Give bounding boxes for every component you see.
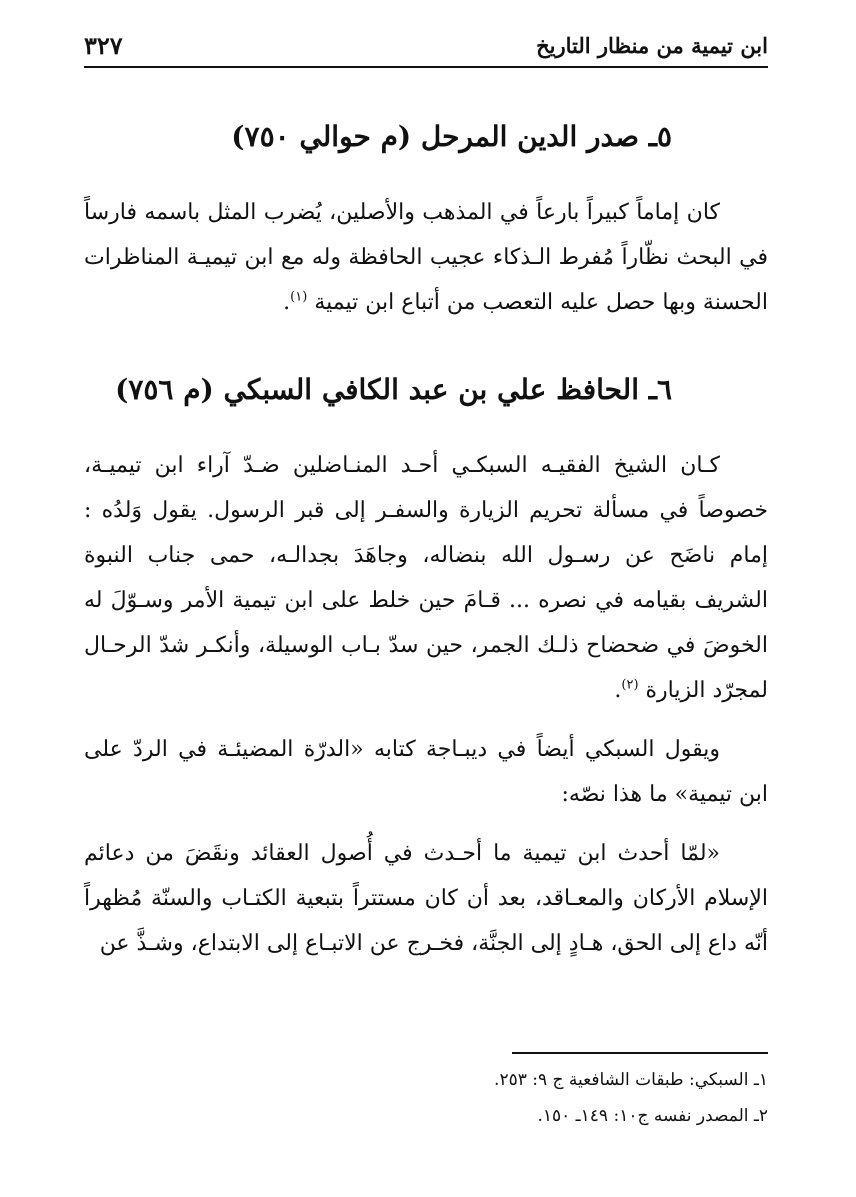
section-heading-sadr-al-din: ٥ـ صدر الدين المرحل (م حوالي ٧٥٠) [231,120,672,153]
footnote-divider [512,1052,768,1054]
paragraph: «لمّا أحدث ابن تيمية ما أحـدث في أُصول العقائد ونقَضَ من دعائم الإسلام الأركان والمعـاقد، بعد أن كان مستتراً بتبعية الكتـاب والسنّة مُظهراً أنّه داع إلى الحق، هـادٍ إلى الجنَّة، فخـرج عن الاتبـاع إلى الابتداع، وشـذَّ عن [84,841,768,956]
running-title: ابن تيمية من منظار التاريخ [536,32,768,58]
page-body [84,100,768,966]
paragraph: ويقول السبكي أيضاً في ديبـاجة كتابه «الدرّة المضيئـة في الردّ على ابن تيمية» ما هذا نصّه: [84,737,768,807]
footnote-1: ١ـ السبكي: طبقات الشافعية ج ٩: ٢٥٣. [494,1070,768,1090]
page-number: ٣٢٧ [84,30,123,60]
running-header [84,28,768,68]
section-heading-al-subki: ٦ـ الحافظ علي بن عبد الكافي السبكي (م ٧٥٦) [115,373,672,406]
footnote-ref[interactable]: (٢) [621,677,639,693]
paragraph: كـان الشيخ الفقيـه السبكـي أحـد المنـاضلين ضـدّ آراء ابن تيميـة، خصوصاً في مسألة تحريم الزيارة والسفـر إلى قبر الرسول. يقول وَلدُه : إمام ناضَح عن رسـول الله بنضاله، وجاهَدَ بجدالـه، حمى جناب النبوة الشريف بقيامه في نصره ... قـامَ حين خلط على ابن تيمية الأمر وسـوّلَ له الخوضَ في ضحضاح ذلـك الجمر، حين سدّ بـاب الوسيلة، وأنكـر شدّ الرحـال لمجرّد الزيارة $^{(٢)}$. [84,453,768,703]
footnote-ref[interactable]: (١) [290,289,308,305]
paragraph: كان إماماً كبيراً بارعاً في المذهب والأصلين، يُضرب المثل باسمه فارساً في البحث نظّاراً مُفرط الـذكاء عجيب الحافظة وله مع ابن تيميـة المناظرات الحسنة وبها حصل عليه التعصب من أتباع ابن تيمية $^{(١)}$. [84,200,768,315]
footnotes [84,1062,768,1134]
footnote-2: ٢ـ المصدر نفسه ج١٠: ١٤٩ـ ١٥٠. [537,1106,768,1126]
